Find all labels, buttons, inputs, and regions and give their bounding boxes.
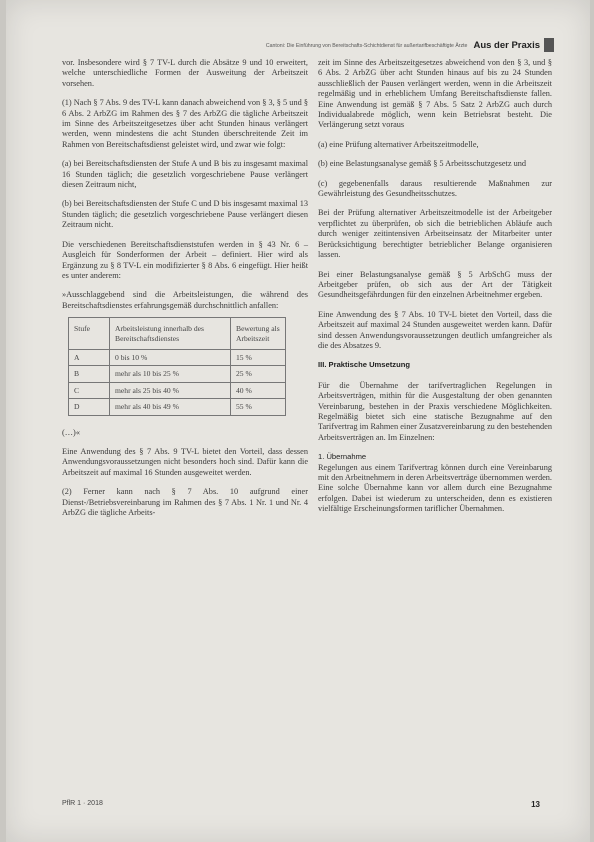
table-cell: 40 % — [231, 382, 286, 398]
table-cell: 15 % — [231, 349, 286, 365]
paragraph: Eine Anwendung des § 7 Abs. 10 TV-L bietet den Vorteil, dass die Arbeitszeit auf maximal 24 Stunden ausgeweitet werden kann. Dafür sind dessen Anwendungsvoraussetzungen deutlich umfangreicher als die des Absatzes 9. — [318, 309, 552, 350]
paragraph: Die verschiedenen Bereitschaftsdienststufen werden in § 43 Nr. 6 – Ausgleich für Sonderformen der Arbeit – definiert. Hier wird als Ergänzung zu § 8 TV-L ein modifizierter § 8 Abs. 6 eingefügt. Hier heißt es unter anderem: — [62, 239, 308, 280]
table-cell: mehr als 10 bis 25 % — [110, 366, 231, 382]
running-header — [158, 40, 540, 51]
table-header-cell: Arbeitsleistung innerhalb des Bereitschaftsdienstes — [110, 318, 231, 350]
left-column — [62, 58, 308, 527]
page-number: 13 — [531, 800, 540, 809]
subsection-heading: 1. Übernahme — [318, 452, 367, 462]
paragraph: vor. Insbesondere wird § 7 TV-L durch die Absätze 9 und 10 erweitert, welche unterschiedliche Formen der Ausweitung der Arbeitszeit vorsehen. — [62, 58, 308, 88]
table-row — [69, 366, 286, 382]
paragraph: Für die Übernahme der tarifvertraglichen Regelungen in Arbeitsverträgen, mithin für die Ausgestaltung der oben genannten Vereinbarung, bestehen in der Praxis verschiedene Möglichkeiten. Regelmäßig bietet sich eine statische Bezugnahme auf den Tarifvertrag im Rahmen einer Zusatzvereinbarung zu den bestehenden Arbeitsverträgen an. Im Einzelnen: — [318, 380, 552, 442]
section-title: Aus der Praxis — [473, 40, 540, 51]
paragraph: (…)« — [62, 427, 80, 437]
table-row — [69, 349, 286, 365]
table-cell: 0 bis 10 % — [110, 349, 231, 365]
paragraph: (a) bei Bereitschaftsdiensten der Stufe A und B bis zu insgesamt maximal 16 Stunden täglich; die gesetzlich vorgeschriebene Pause verlängert diesen Zeitraum nicht, — [62, 159, 308, 190]
paragraph: Bei einer Belastungsanalyse gemäß § 5 ArbSchG muss der Arbeitgeber prüfen, ob sich aus der Art der Tätigkeit Gesundheitsgefährdungen für den einzelnen Arbeitnehmer ergeben. — [318, 269, 552, 300]
paragraph: zeit im Sinne des Arbeitszeitgesetzes abweichend von den § 3, und § 6 Abs. 2 ArbZG über acht Stunden hinaus auf bis zu 24 Stunden ausschließlich der Pausen verlängert werden, wenn in die Arbeitszeit regelmäßig und in erheblichem Umfang Bereitschaftsdienste fallen. Eine Anwendung ist gemäß § 7 Abs. 5 Satz 2 ArbZG auch durch Individualabrede möglich, wenn kein Betriebsrat besteht. Die Verlängerung setzt voraus — [318, 58, 552, 130]
table-header-cell: Stufe — [69, 318, 110, 350]
table-cell: mehr als 25 bis 40 % — [110, 382, 231, 398]
table-cell: C — [69, 382, 110, 398]
table-cell: 25 % — [231, 366, 286, 382]
section-heading: III. Praktische Umsetzung — [318, 360, 410, 370]
table-header-row — [69, 318, 286, 350]
paragraph: (2) Ferner kann nach § 7 Abs. 10 aufgrund einer Dienst-/Betriebsvereinbarung im Rahmen des § 7 Abs. 1 Nr. 1 und Nr. 4 ArbZG die tägliche Arbeits- — [62, 487, 308, 517]
table-header-cell: Bewertung als Arbeitszeit — [231, 318, 286, 350]
running-title: Cantoni: Die Einführung von Bereitschafts-Schichtdienst für außertarifbeschäftigte Ärzte — [265, 42, 468, 49]
table-cell: mehr als 40 bis 49 % — [110, 399, 231, 415]
paragraph: Eine Anwendung des § 7 Abs. 9 TV-L bietet den Vorteil, dass dessen Anwendungsvoraussetzungen nicht besonders hoch sind. Dafür kann die Arbeitszeit auf maximal 16 Stunden ausgeweitet werden. — [62, 446, 308, 477]
paragraph: (c) gegebenenfalls daraus resultierende Maßnahmen zur Gewährleistung des Gesundheitsschutzes. — [318, 178, 552, 199]
table-row — [69, 399, 286, 415]
paragraph: (1) Nach § 7 Abs. 9 des TV-L kann danach abweichend von § 3, § 5 und § 6 Abs. 2 ArbZG im Rahmen des § 7 des ArbZG die tägliche Arbeitszeit im Sinne des Arbeitszeitgesetzes über acht Stunden hinaus verlängert werden, wenn mindestens die acht Stunden überschreitende Zeit im Rahmen von Bereitschaftsdienst geleistet wird, und zwar wie folgt: — [62, 98, 308, 149]
table-cell: B — [69, 366, 110, 382]
table-cell: 55 % — [231, 399, 286, 415]
paragraph: »Ausschlaggebend sind die Arbeitsleistungen, die während des Bereitschaftsdienstes erfahrungsgemäß durchschnittlich anfallen: — [62, 290, 308, 310]
section-marker — [544, 38, 554, 52]
journal-footer: PflR 1 · 2018 — [62, 800, 103, 807]
table-row — [69, 382, 286, 398]
paragraph: (a) eine Prüfung alternativer Arbeitszeitmodelle, — [318, 139, 479, 149]
paragraph: Bei der Prüfung alternativer Arbeitszeitmodelle ist der Arbeitgeber verpflichtet zu überprüfen, ob sich die betrieblichen Abläufe auch durch weniger zeitintensiven Arbeitseinsatz der Mitarbeiter unter Berücksichtigung berechtigter betrieblicher Belange organisieren lassen. — [318, 208, 552, 260]
paragraph: Regelungen aus einem Tarifvertrag können durch eine Vereinbarung mit den Arbeitnehmern in deren Arbeitsverträge übernommen werden. Eine solche Übernahme kann vor allem durch eine Bezugnahme erfolgen. Dabei ist wiederum zu unterscheiden, denn es existieren vielfältige Erscheinungsformen tariflicher Übernahmen. — [318, 462, 552, 514]
paragraph: (b) eine Belastungsanalyse gemäß § 5 Arbeitsschutzgesetz und — [318, 159, 527, 169]
paragraph: (b) bei Bereitschaftsdiensten der Stufe C und D bis insgesamt maximal 13 Stunden täglich; die gesetzlich vorgeschriebene Pause verlängert diesen Zeitraum nicht. — [62, 199, 308, 230]
table-cell: A — [69, 349, 110, 365]
bereitschaft-table — [68, 317, 286, 415]
right-column — [318, 58, 552, 524]
document-page — [6, 0, 590, 842]
table-cell: D — [69, 399, 110, 415]
